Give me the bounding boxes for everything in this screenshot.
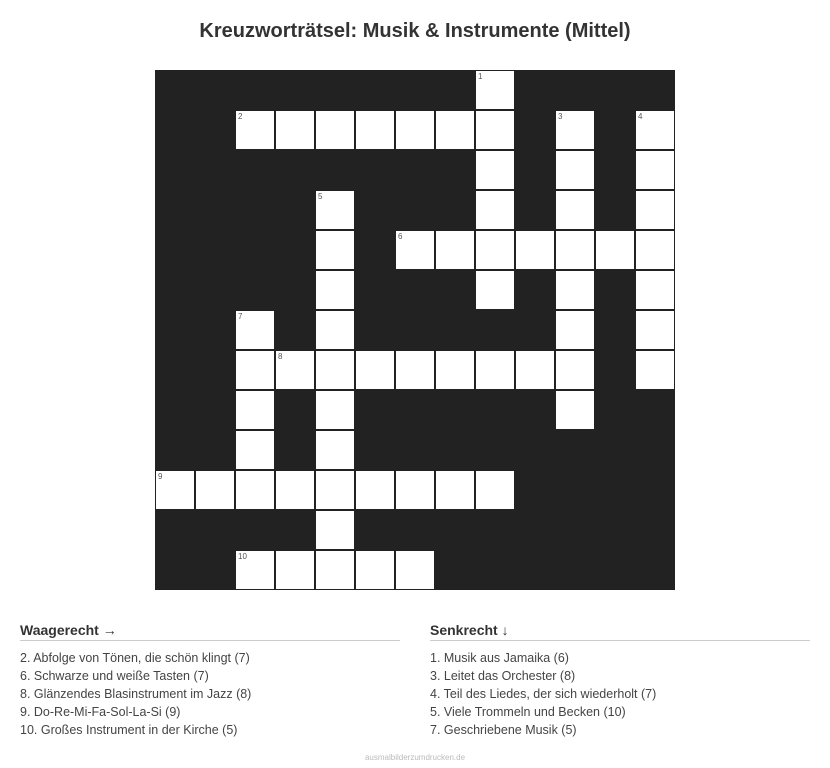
grid-cell[interactable] (235, 310, 275, 350)
grid-cell[interactable] (315, 110, 355, 150)
grid-cell[interactable] (235, 470, 275, 510)
clue-item: 7. Geschriebene Musik (5) (430, 723, 577, 737)
clue-item: 3. Leitet das Orchester (8) (430, 669, 576, 683)
clue-item: 10. Großes Instrument in der Kirche (5) (20, 723, 238, 737)
grid-cell[interactable] (275, 110, 315, 150)
clue-item: 1. Musik aus Jamaika (6) (430, 651, 569, 665)
grid-cell[interactable] (475, 470, 515, 510)
grid-cell[interactable] (395, 350, 435, 390)
clue-item: 6. Schwarze und weiße Tasten (7) (20, 669, 209, 683)
grid-cell[interactable] (355, 350, 395, 390)
grid-cell[interactable] (275, 470, 315, 510)
down-heading: Senkrecht ↓ (430, 622, 810, 641)
grid-cell[interactable] (635, 350, 675, 390)
clue-number: 7 (238, 312, 243, 321)
clue-number: 9 (158, 472, 163, 481)
site-footer: ausmalbilderzumdrucken.de (364, 753, 466, 762)
grid-cell[interactable] (315, 230, 355, 270)
grid-cell[interactable] (555, 110, 595, 150)
grid-cell[interactable] (635, 310, 675, 350)
clue-number: 3 (558, 112, 563, 121)
grid-cell[interactable] (555, 270, 595, 310)
grid-cell[interactable] (315, 350, 355, 390)
grid-cell[interactable] (635, 150, 675, 190)
clue-number: 4 (638, 112, 643, 121)
across-heading: Waagerecht → (20, 622, 400, 641)
clue-number: 5 (318, 192, 323, 201)
clue-number: 1 (478, 72, 483, 81)
clue-number: 10 (238, 552, 247, 561)
down-clue-list (430, 649, 810, 739)
grid-cell[interactable] (235, 390, 275, 430)
grid-cell[interactable] (475, 230, 515, 270)
grid-cell[interactable] (555, 150, 595, 190)
grid-cell[interactable] (315, 510, 355, 550)
grid-cell[interactable] (355, 110, 395, 150)
grid-cell[interactable] (475, 190, 515, 230)
grid-cell[interactable] (515, 350, 555, 390)
grid-cell[interactable] (315, 310, 355, 350)
grid-cell[interactable] (275, 350, 315, 390)
grid-cell[interactable] (435, 350, 475, 390)
grid-cell[interactable] (435, 470, 475, 510)
grid-cell[interactable] (635, 110, 675, 150)
grid-cell[interactable] (395, 550, 435, 590)
puzzle-title: Kreuzworträtsel: Musik & Instrumente (Mittel) (199, 20, 631, 42)
clue-item: 2. Abfolge von Tönen, die schön klingt (7) (20, 651, 250, 665)
grid-cell[interactable] (595, 230, 635, 270)
grid-cell[interactable] (275, 550, 315, 590)
clue-number: 2 (238, 112, 243, 121)
grid-cell[interactable] (235, 550, 275, 590)
clue-item: 5. Viele Trommeln und Becken (10) (430, 705, 626, 719)
across-clues (20, 622, 400, 739)
grid-cell[interactable] (435, 110, 475, 150)
grid-cell[interactable] (355, 550, 395, 590)
grid-cell[interactable] (315, 430, 355, 470)
grid-cell[interactable] (475, 150, 515, 190)
grid-cell[interactable] (195, 470, 235, 510)
grid-cell[interactable] (555, 230, 595, 270)
grid-cell[interactable] (635, 230, 675, 270)
grid-cell[interactable] (515, 230, 555, 270)
grid-cell[interactable] (315, 270, 355, 310)
grid-cell[interactable] (235, 110, 275, 150)
grid-cell[interactable] (315, 470, 355, 510)
grid-cell[interactable] (555, 190, 595, 230)
grid-cell[interactable] (635, 270, 675, 310)
grid-cell[interactable] (475, 270, 515, 310)
grid-cell[interactable] (475, 350, 515, 390)
grid-cell[interactable] (155, 470, 195, 510)
grid-cell[interactable] (475, 70, 515, 110)
across-clue-list (20, 649, 400, 739)
clue-number: 6 (398, 232, 403, 241)
clue-item: 8. Glänzendes Blasinstrument im Jazz (8) (20, 687, 252, 701)
clue-item: 4. Teil des Liedes, der sich wiederholt (7) (430, 687, 657, 701)
clue-number: 8 (278, 352, 283, 361)
grid-cell[interactable] (235, 430, 275, 470)
grid-cell[interactable] (475, 110, 515, 150)
grid-cell[interactable] (355, 470, 395, 510)
grid-cell[interactable] (235, 350, 275, 390)
grid-cell[interactable] (395, 230, 435, 270)
crossword-grid (155, 70, 675, 590)
grid-cell[interactable] (555, 390, 595, 430)
grid-cell[interactable] (395, 470, 435, 510)
grid-cell[interactable] (315, 390, 355, 430)
grid-cell[interactable] (395, 110, 435, 150)
grid-cell[interactable] (555, 350, 595, 390)
grid-cell[interactable] (635, 190, 675, 230)
grid-cell[interactable] (315, 550, 355, 590)
grid-cell[interactable] (315, 190, 355, 230)
clue-item: 9. Do-Re-Mi-Fa-Sol-La-Si (9) (20, 705, 181, 719)
grid-cell[interactable] (555, 310, 595, 350)
grid-cell[interactable] (435, 230, 475, 270)
down-clues (430, 622, 810, 739)
